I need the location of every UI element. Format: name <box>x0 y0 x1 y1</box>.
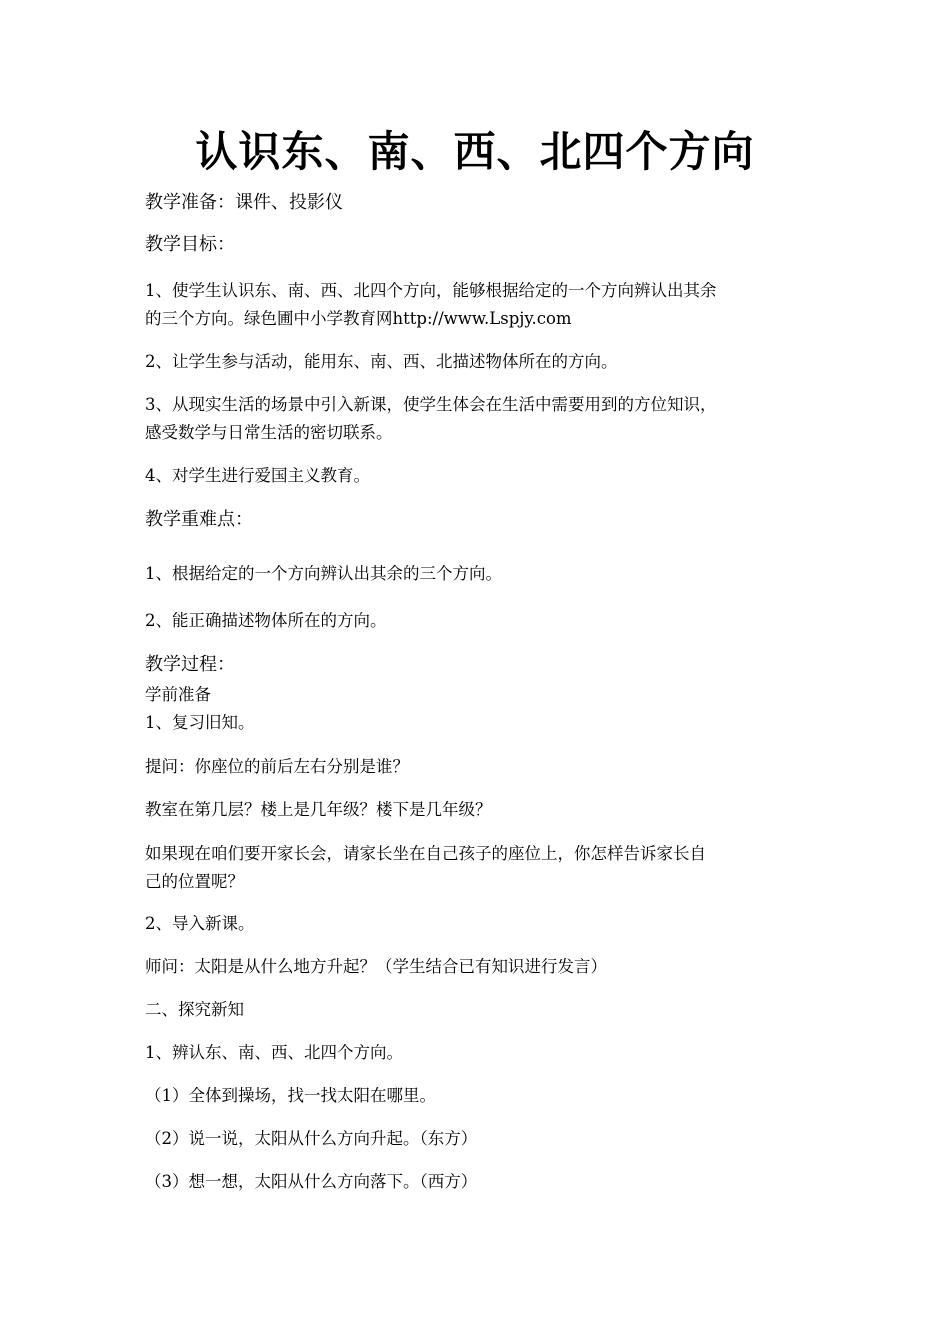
document-title: 认识东、南、西、北四个方向 <box>195 127 755 176</box>
step-3: （3）想一想，太阳从什么方向落下。（西方） <box>145 1172 478 1191</box>
process-heading: 教学过程： <box>145 654 235 675</box>
question-3-line-2: 己的位置呢？ <box>145 872 244 891</box>
step-1: （1）全体到操场，找一找太阳在哪里。 <box>145 1086 436 1105</box>
goal-1-line-1: 1、使学生认识东、南、西、北四个方向，能够根据给定的一个方向辨认出其余 <box>145 281 717 300</box>
pre-class: 学前准备 <box>145 685 211 704</box>
step-2: （2）说一说，太阳从什么方向升起。（东方） <box>145 1129 478 1148</box>
key-point-2: 2、能正确描述物体所在的方向。 <box>145 611 387 630</box>
goal-2: 2、让学生参与活动，能用东、南、西、北描述物体所在的方向。 <box>145 352 618 371</box>
teacher-question: 师问：太阳是从什么地方升起？（学生结合已有知识进行发言） <box>145 957 607 976</box>
teaching-prep: 教学准备：课件、投影仪 <box>145 192 343 213</box>
question-2: 教室在第几层？楼上是几年级？楼下是几年级？ <box>145 800 492 819</box>
goal-4: 4、对学生进行爱国主义教育。 <box>145 466 370 485</box>
key-points-heading: 教学重难点： <box>145 509 253 530</box>
goal-3-line-1: 3、从现实生活的场景中引入新课，使学生体会在生活中需要用到的方位知识， <box>145 395 717 414</box>
explore-item-1: 1、辨认东、南、西、北四个方向。 <box>145 1043 403 1062</box>
question-3-line-1: 如果现在咱们要开家长会，请家长坐在自己孩子的座位上，你怎样告诉家长自 <box>145 844 706 863</box>
intro-item: 2、导入新课。 <box>145 914 255 933</box>
question-1: 提问：你座位的前后左右分别是谁？ <box>145 757 409 776</box>
goals-heading: 教学目标： <box>145 234 235 255</box>
explore-heading: 二、探究新知 <box>145 1000 244 1019</box>
goal-1-line-2: 的三个方向。绿色圃中小学教育网http://www.Lspjy.com <box>145 309 572 328</box>
review-item: 1、复习旧知。 <box>145 713 255 732</box>
key-point-1: 1、根据给定的一个方向辨认出其余的三个方向。 <box>145 564 502 583</box>
goal-3-line-2: 感受数学与日常生活的密切联系。 <box>145 423 393 442</box>
